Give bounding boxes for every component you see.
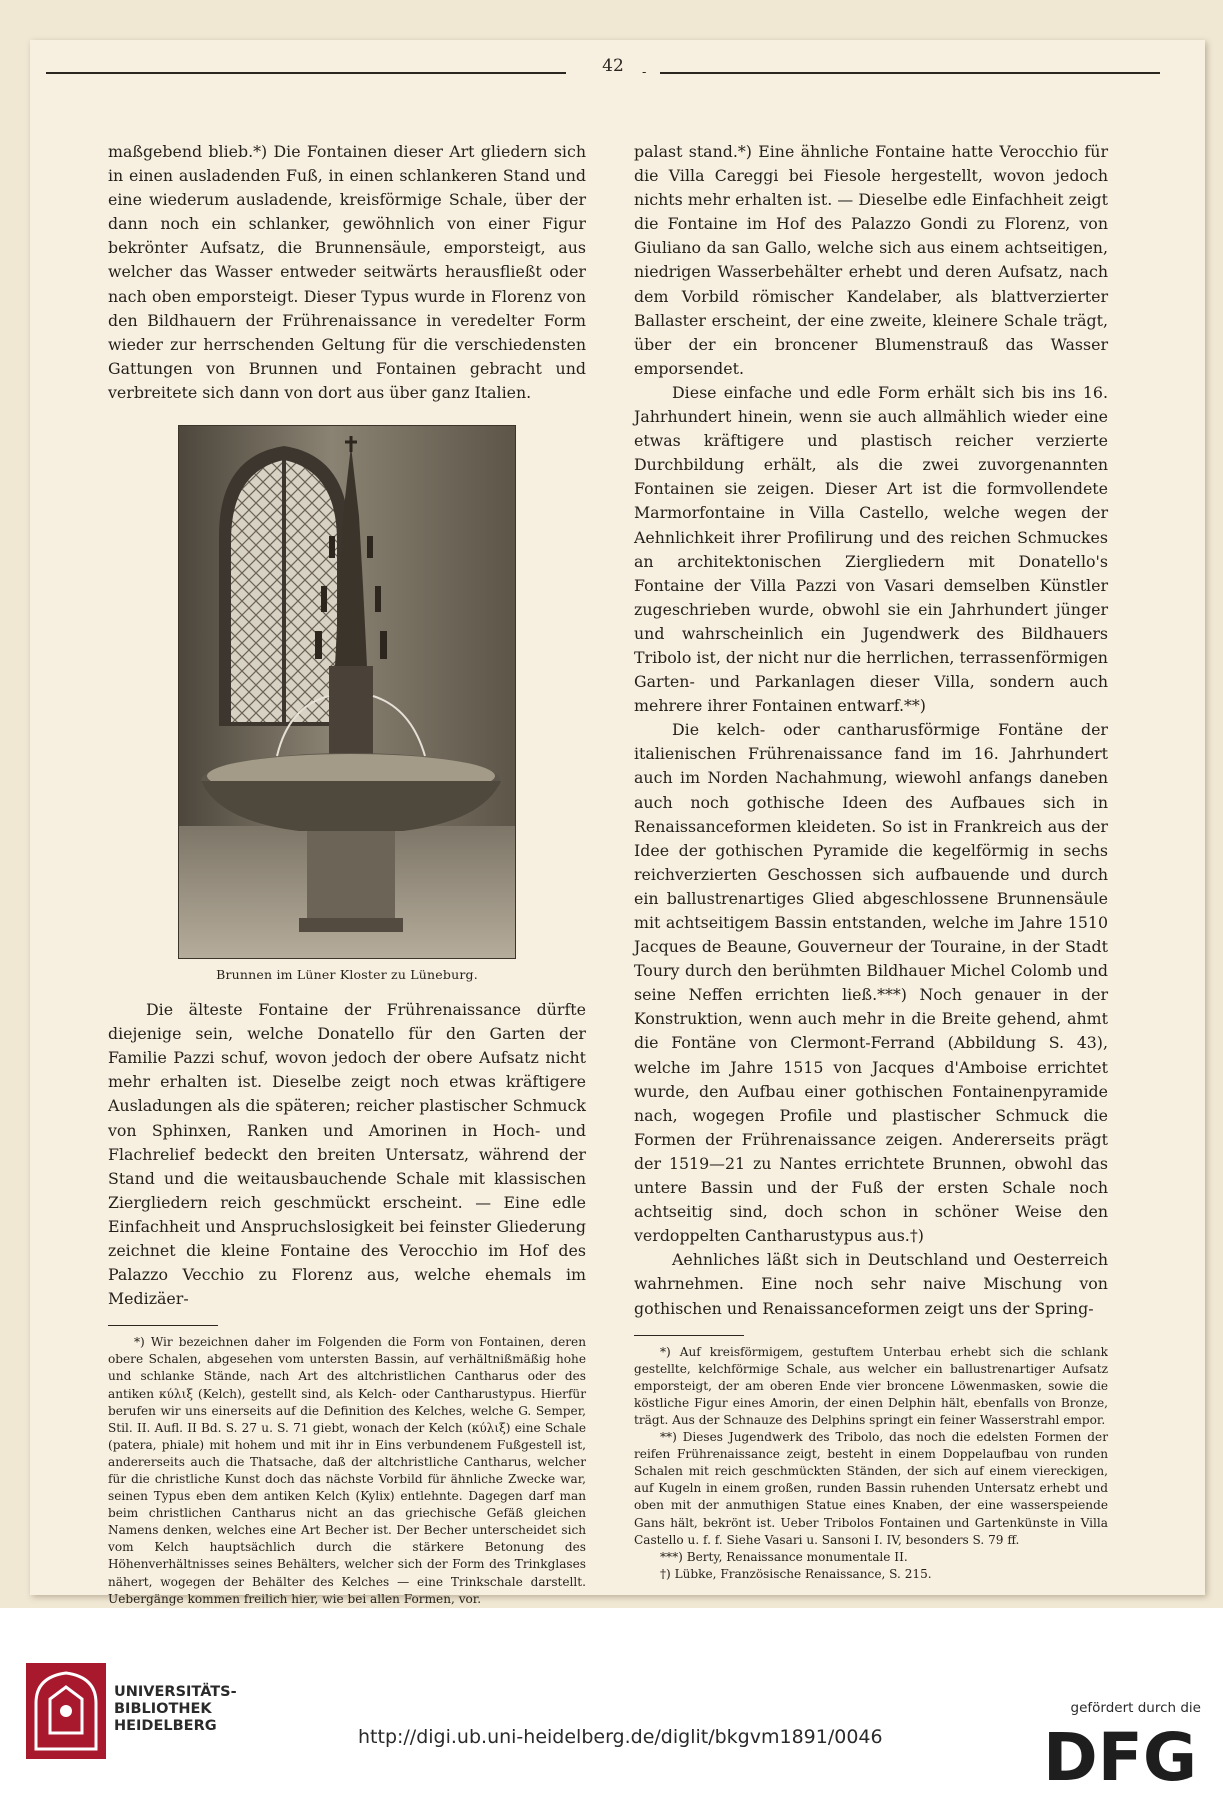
header-ornament-right: - (642, 65, 647, 80)
header-rule-left (46, 72, 566, 74)
right-footnote-1: *) Auf kreisförmigem, gestuftem Unterbau erhebt sich die schlank gestellte, kelchförmige Schale, aus welcher ein ballustrenartiger Aufsatz emporsteigt, der am oberen Ende vier broncene Löwenmasken, sowie die köstliche Figur eines Amorin, der einen Delphin hält, ebenfalls von Bronze, trägt. Aus der Schnauze des Delphins springt ein feiner Wasserstrahl empor. (634, 1344, 1108, 1427)
header-rule-right (660, 72, 1160, 74)
left-paragraph-2: Die älteste Fontaine der Frührenaissance dürfte diejenige sein, welche Donatello für den Garten der Familie Pazzi schuf, wovon jedoch der obere Aufsatz nicht mehr erhalten ist. Dieselbe zeigt noch etwas kräftigere Ausladungen als die späteren; reicher plastischer Schmuck von Sphinxen, Ranken und Amorinen in Hoch- und Flachrelief bedeckt den breiten Untersatz, während der Stand und die weitausbauchende Schale mit klassischen Ziergliedern reich geschmückt erscheint. — Eine edle Einfachheit und Anspruchslosigkeit bei feinster Gliederung zeichnet die kleine Fontaine des Verocchio im Hof des Palazzo Vecchio zu Florenz aus, welche ehemals im Medizäer- (108, 1000, 586, 1309)
svg-text:DFG: DFG (1043, 1722, 1198, 1788)
footnote-rule-left (108, 1325, 218, 1326)
left-footnote-1: *) Wir bezeichnen daher im Folgenden die Form von Fontainen, deren obere Schalen, abgesehen vom untersten Bassin, auf verhältnißmäßig hohe und schlanke Stände, nach Art des altchristlichen Cantharus oder des antiken κύλιξ (Kelch), gestellt sind, als Kelch- oder Cantharustypus. Hierfür berufen wir uns einerseits auf die Definition des Kelches, welche G. Semper, Stil. II. Aufl. II Bd. S. 27 u. S. 71 giebt, wonach der Kelch (κύλιξ) eine Schale (patera, phiale) mit hohem und mit ihr in Eins verbundenem Fußgestell ist, andererseits auch die Thatsache, daß der altchristliche Cantharus, welcher für die christliche Kunst doch das nächste Vorbild für ähnliche Zwecke war, seinen Typus eben dem antiken Kelch (Kylix) entlehnte. Dagegen darf man beim christlichen Cantharus nicht an das griechische Gefäß gleichen Namens denken, welches eine Art Becher ist. Der Becher unterscheidet sich vom Kelch hauptsächlich durch die stärkere Betonung des Höhenverhältnisses seines Behälters, welcher sich der Form des Trinkglases nähert, wogegen der Behälter des Kelches — eine Trinkschale darstellt. Uebergänge kommen freilich hier, wie bei allen Formen, vor. (108, 1335, 586, 1606)
university-name: UNIVERSITÄTS- BIBLIOTHEK HEIDELBERG (114, 1684, 237, 1734)
digital-library-link[interactable]: http://digi.ub.uni-heidelberg.de/diglit/bkgvm1891/0046 (358, 1726, 883, 1748)
right-paragraph-3: Die kelch- oder cantharusförmige Fontäne der italienischen Frührenaissance fand im 16. Jahrhundert auch im Norden Nachahmung, wiewohl anfangs daneben auch noch gothische Ideen des Aufbaues sich in Renaissanceformen kleideten. So ist in Frankreich aus der Idee der gothischen Pyramide die kegelförmig in sechs reichverzierten Geschossen sich aufbauende und durch ein ballustrenartiges Glied abgeschlossene Brunnensäule mit achtseitigem Bassin entstanden, welche im Jahre 1510 Jacques de Beaune, Gouverneur der Touraine, in der Stadt Toury durch den berühmten Bildhauer Michel Colomb und seine Neffen errichten ließ.***) Noch genauer in der Konstruktion, wenn auch mehr in die Breite gehend, ahmt die Fontäne von Clermont-Ferrand (Abbildung S. 43), welche im Jahre 1515 von Jacques d'Amboise errichtet wurde, den Aufbau einer gothischen Fontainenpyramide nach, wogegen Profile und plastischer Schmuck die Formen der Frührenaissance zeigen. Andererseits prägt der 1519—21 zu Nantes errichtete Brunnen, obwohl das untere Bassin und der Fuß der ersten Schale noch achtseitig sind, doch schon in schöner Weise den verdoppelten Cantharustypus aus.†) (634, 720, 1108, 1246)
header-ornament-left: - (560, 65, 565, 80)
right-column (634, 140, 1108, 1583)
dfg-logo-icon (1043, 1722, 1201, 1788)
right-paragraph-1: palast stand.*) Eine ähnliche Fontaine hatte Verocchio für die Villa Careggi bei Fiesole hergestellt, wovon jedoch nichts mehr erhalten ist. — Dieselbe edle Einfachheit zeigt die Fontaine im Hof des Palazzo Gondi zu Florenz, von Giuliano da san Gallo, welche sich aus einem achtseitigen, niedrigen Wasserbehälter erhebt und deren Aufsatz, nach dem Vorbild römischer Kandelaber, als blattverzierter Ballaster erscheint, der eine zweite, kleinere Schale trägt, über der ein broncener Blumenstrauß das Wasser emporsendet. (634, 142, 1108, 378)
right-footnote-2: **) Dieses Jugendwerk des Tribolo, das noch die edelsten Formen der reifen Frührenaissance zeigt, besteht in einem Doppelaufbau von runden Schalen mit reich geschmückten Ständen, der sich auf einem viereckigen, auf Kugeln in einem großen, runden Bassin ruhenden Untersatz erhebt und oben mit der anmuthigen Statue eines Knaben, der eine wasserspeiende Gans hält, bekrönt ist. Ueber Tribolos Fontainen und Gartenkünste in Villa Castello u. f. f. Siehe Vasari u. Sansoni I. IV, besonders S. 79 ff. (634, 1430, 1108, 1547)
library-footer (0, 1608, 1223, 1798)
left-column (108, 140, 586, 1608)
footnote-rule-right (634, 1335, 744, 1336)
right-paragraph-4: Aehnliches läßt sich in Deutschland und Oesterreich wahrnehmen. Eine noch sehr naive Mischung von gothischen und Renaissanceformen zeigt uns der Spring- (634, 1250, 1108, 1318)
university-seal-icon (26, 1663, 106, 1759)
funding-note: gefördert durch die (1070, 1700, 1201, 1716)
right-paragraph-2: Diese einfache und edle Form erhält sich bis ins 16. Jahrhundert hinein, wenn sie auch allmählich wieder eine etwas kräftigere und plastisch reicher verzierte Durchbildung erhält, als die zwei zuvorgenannten Fontainen sie zeigen. Dieser Art ist die formvollendete Marmorfontaine in Villa Castello, welche wegen der Aehnlichkeit ihrer Profilirung und des reichen Schmuckes an architektonischen Ziergliedern mit Donatello's Fontaine der Villa Pazzi von Vasari demselben Künstler zugeschrieben wurde, obwohl sie ein Jahrhundert jünger und wahrscheinlich ein Jugendwerk des Bildhauers Tribolo ist, der nicht nur die herrlichen, terrassenförmigen Garten- und Parkanlagen dieser Villa, sondern auch mehrere ihrer Fontainen entwarf.**) (634, 382, 1108, 716)
page-number: 42 (602, 56, 624, 76)
fountain-photo-drawing (179, 426, 516, 959)
figure-caption: Brunnen im Lüner Kloster zu Lüneburg. (216, 967, 478, 983)
right-footnote-4: †) Lübke, Französische Renaissance, S. 215. (660, 1566, 932, 1581)
right-footnote-3: ***) Berty, Renaissance monumentale II. (660, 1549, 908, 1564)
fountain-figure (178, 425, 516, 982)
fountain-photo (178, 425, 516, 959)
left-paragraph-1: maßgebend blieb.*) Die Fontainen dieser Art gliedern sich in einen ausladenden Fuß, in einen schlankeren Stand und eine wiederum ausladende, kreisförmige Schale, über der dann noch ein schlanker, gewöhnlich von einer Figur bekrönter Aufsatz, die Brunnensäule, emporsteigt, aus welcher das Wasser entweder seitwärts herausfließt oder nach oben emporsteigt. Dieser Typus wurde in Florenz von den Bildhauern der Frührenaissance in veredelter Form wieder zur herrschenden Geltung für die verschiedensten Gattungen von Brunnen und Fontainen gebracht und verbreitete sich dann von dort aus über ganz Italien. (108, 142, 586, 402)
